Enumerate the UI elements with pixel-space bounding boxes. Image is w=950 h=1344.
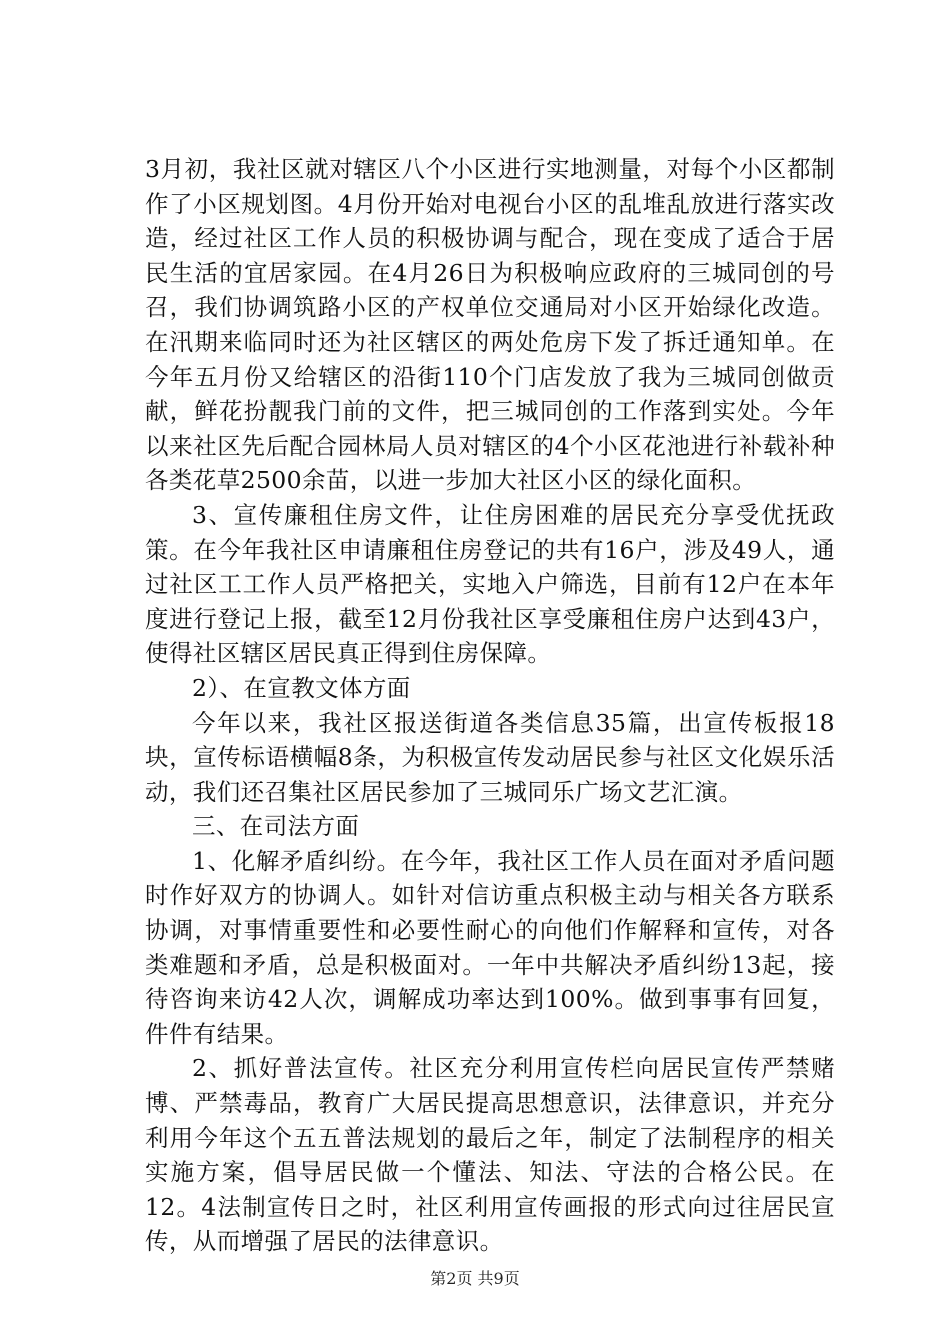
paragraph-culture: 今年以来，我社区报送街道各类信息35篇，出宣传板报18块，宣传标语横幅8条，为积极宣传发动居民参与社区文化娱乐活动，我们还召集社区居民参加了三城同乐广场文艺汇演。: [145, 708, 835, 806]
section-heading-culture: 2）、在宣教文体方面: [192, 673, 411, 702]
page-footer: 第2页 共9页: [430, 1269, 520, 1288]
document-body: [145, 152, 835, 1259]
paragraph-disputes: 1、化解矛盾纠纷。在今年，我社区工作人员在面对矛盾问题时作好双方的协调人。如针对信访重点积极主动与相关各方联系协调，对事情重要性和必要性耐心的向他们作解释和宣传，对各类难题和矛盾，总是积极面对。一年中共解决矛盾纠纷13起，接待咨询来访42人次，调解成功率达到100%。做到事事有回复，件件有结果。: [145, 846, 835, 1048]
paragraph-greening: 3月初，我社区就对辖区八个小区进行实地测量，对每个小区都制作了小区规划图。4月份开始对电视台小区的乱堆乱放进行落实改造，经过社区工作人员的积极协调与配合，现在变成了适合于居民生活的宜居家园。在4月26日为积极响应政府的三城同创的号召，我们协调筑路小区的产权单位交通局对小区开始绿化改造。在汛期来临同时还为社区辖区的两处危房下发了拆迁通知单。在今年五月份又给辖区的沿街110个门店发放了我为三城同创做贡献，鲜花扮靓我门前的文件，把三城同创的工作落到实处。今年以来社区先后配合园林局人员对辖区的4个小区花池进行补载补种各类花草2500余苗，以进一步加大社区小区的绿化面积。: [145, 155, 835, 495]
paragraph-legal-education: 2、抓好普法宣传。社区充分利用宣传栏向居民宣传严禁赌博、严禁毒品，教育广大居民提高思想意识，法律意识，并充分利用今年这个五五普法规划的最后之年，制定了法制程序的相关实施方案，倡导居民做一个懂法、知法、守法的合格公民。在12。4法制宣传日之时，社区利用宣传画报的形式向过往居民宣传，从而增强了居民的法律意识。: [145, 1054, 835, 1256]
paragraph-housing: 3、宣传廉租住房文件，让住房困难的居民充分享受优抚政策。在今年我社区申请廉租住房登记的共有16户，涉及49人，通过社区工工作人员严格把关，实地入户筛选，目前有12户在本年度进行登记上报，截至12月份我社区享受廉租住房户达到43户，使得社区辖区居民真正得到住房保障。: [145, 500, 835, 668]
section-heading-judicial: 三、在司法方面: [192, 812, 360, 841]
